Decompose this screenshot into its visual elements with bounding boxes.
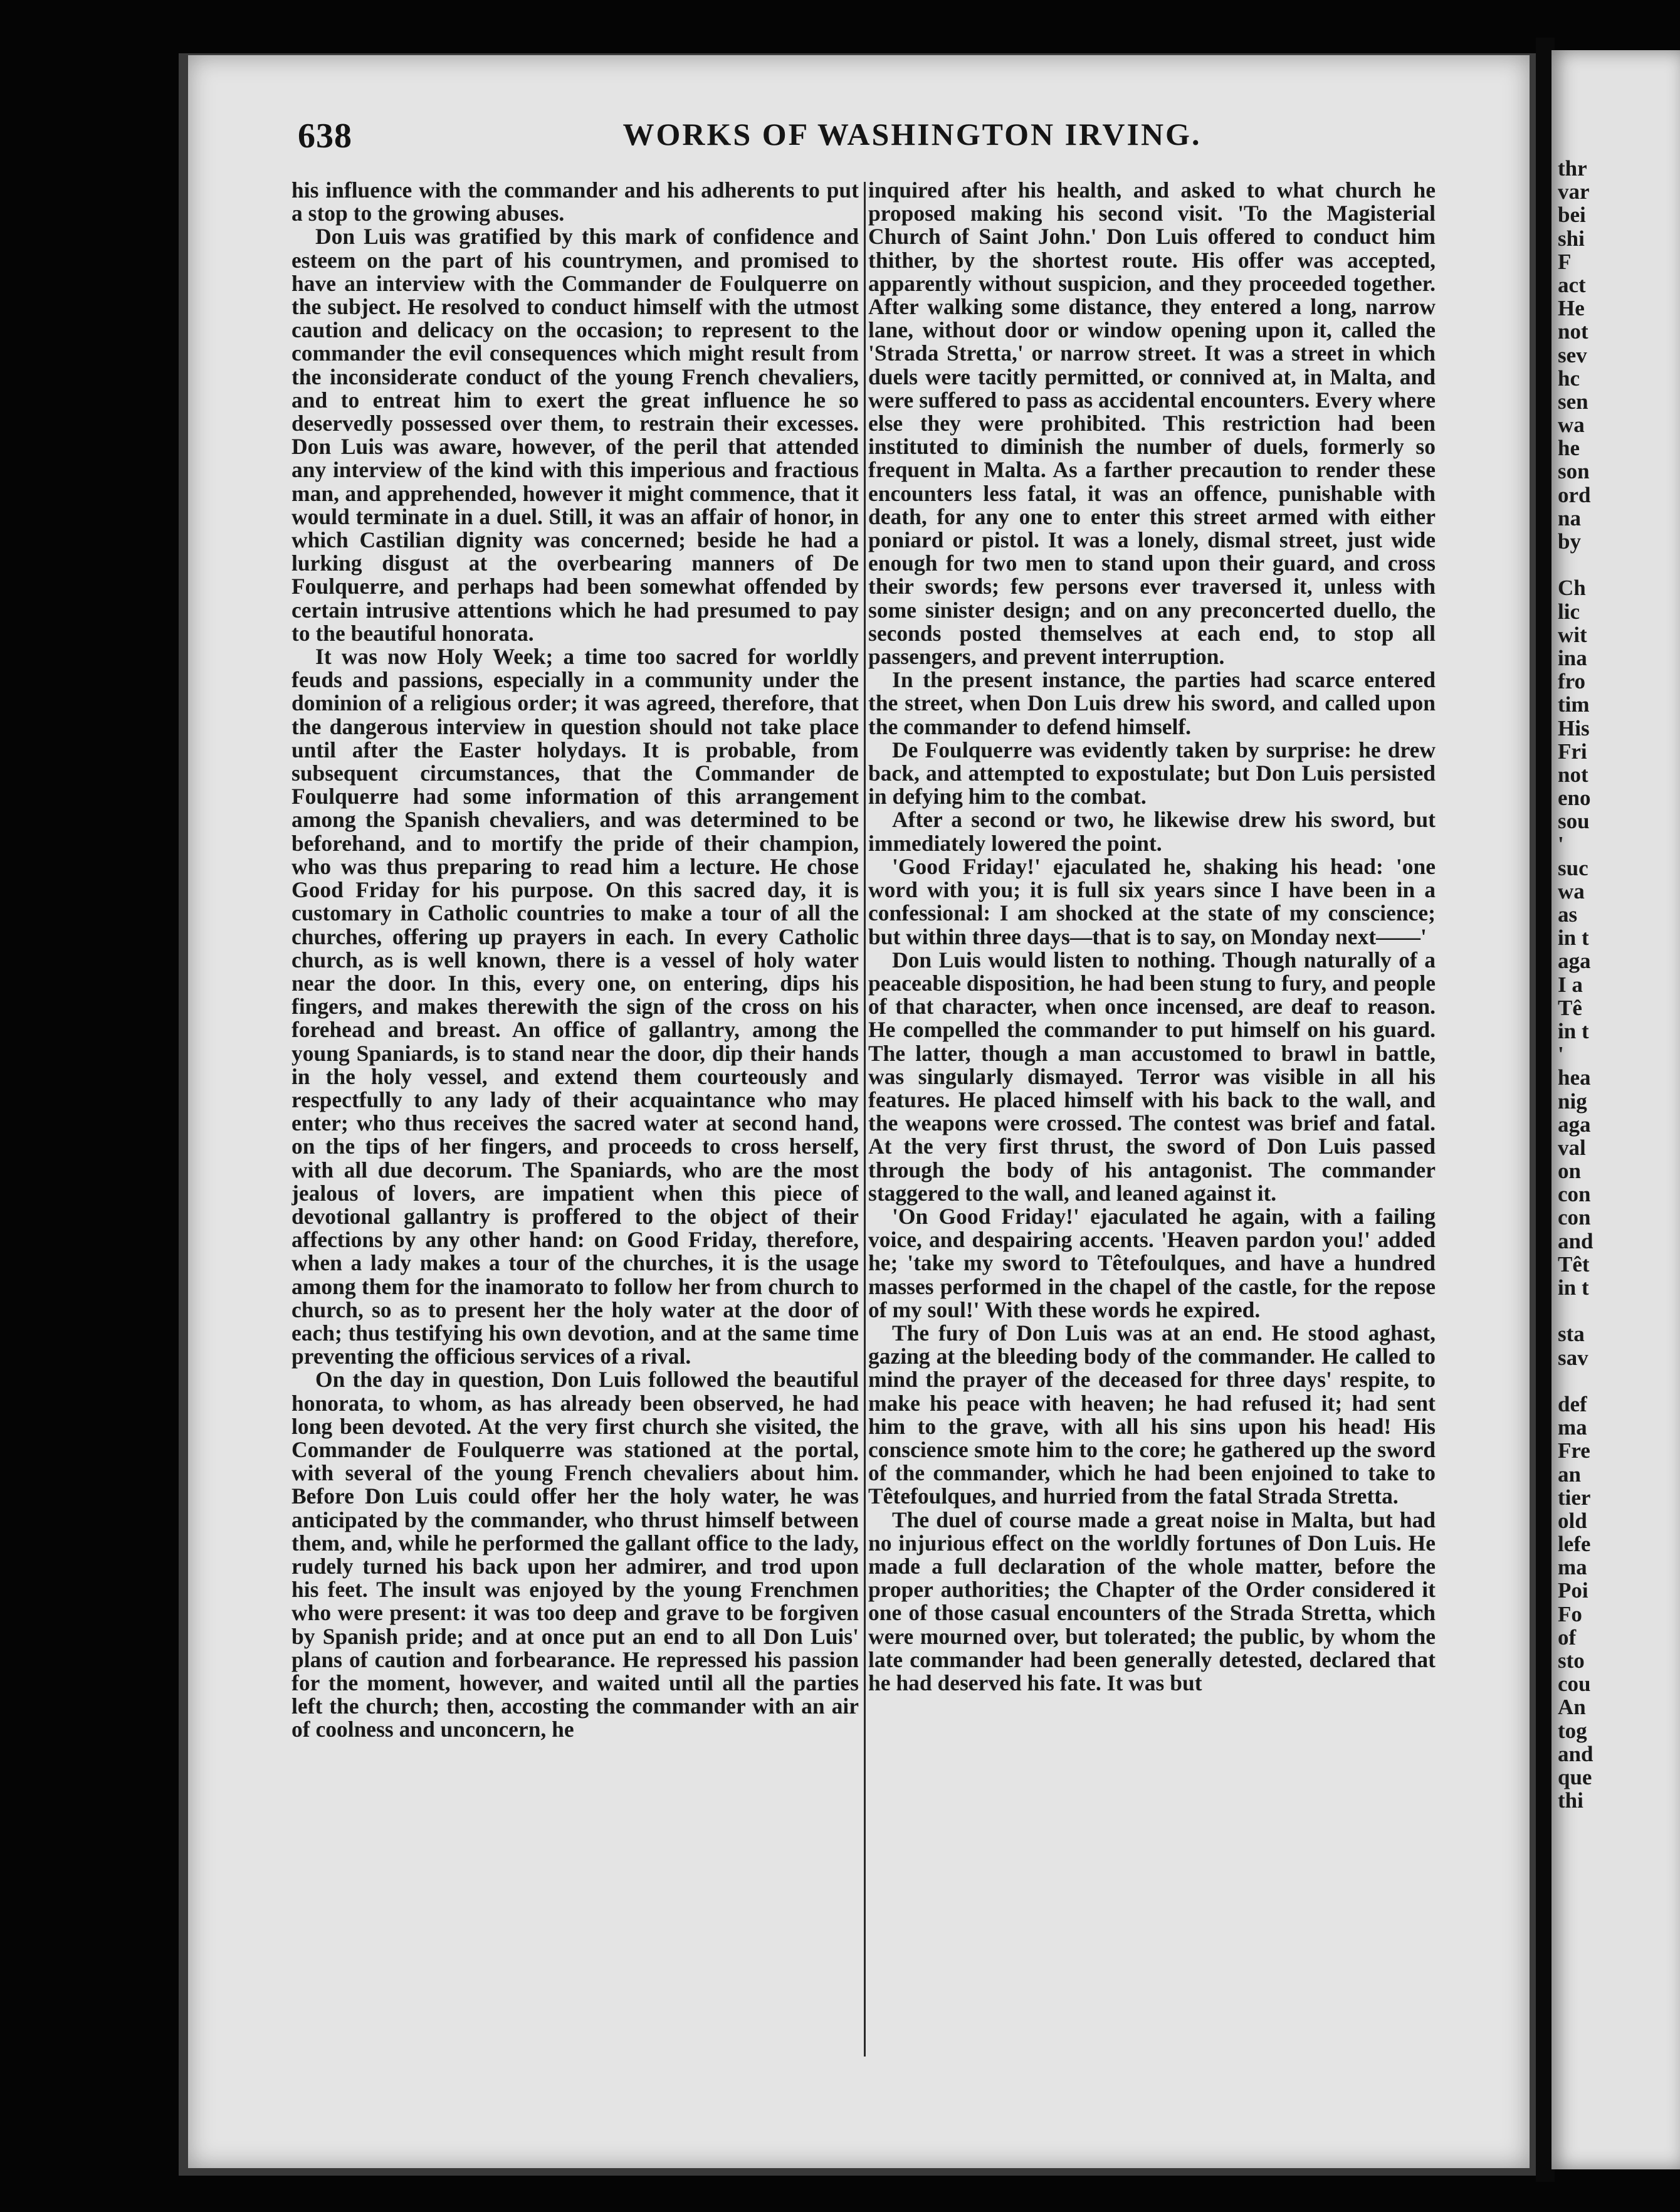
facing-line: var	[1558, 179, 1590, 204]
facing-line: wa	[1558, 413, 1585, 438]
facing-line: Têt	[1558, 1251, 1590, 1277]
facing-line: tog	[1558, 1718, 1587, 1743]
facing-line: ma	[1558, 1415, 1587, 1440]
facing-line: ina	[1558, 645, 1587, 670]
facing-line: an	[1558, 1462, 1581, 1487]
paragraph: Don Luis was gratified by this mark of confidence and esteem on the part of his countrymen, and promised to have an interview with the Commander de Foulquerre on the subject. He resolved to conduct himself with the utmost caution and delicacy on the occasion; to represent to the commander the evil consequences which might result from the inconsiderate conduct of the young French chevaliers, and to entreat him to exert the great influence he so deservedly possessed over them, to restrain their excesses. Don Luis was aware, however, of the peril that attended any interview of the kind with this imperious and fractious man, and apprehended, however it might commence, that it would terminate in a duel. Still, it was an affair of honor, in which Castilian dignity was concerned; beside he had a lurking disgust at the overbearing manners of De Foulquerre, and perhaps had been somewhat offended by certain intrusive attentions which he had presumed to pay to the beautiful honorata.	[291, 224, 859, 646]
paragraph: The duel of course made a great noise in Malta, but had no injurious effect on the worldly fortunes of Don Luis. He made a full declaration of the whole matter, before the proper authorities; the Chapter of the Order considered it one of those casual encounters of the Strada Stretta, which were mourned over, but tolerated; the public, by whom the late commander had been generally detested, declared that he had deserved his fate. It was but	[868, 1507, 1436, 1695]
facing-line: fro	[1558, 669, 1586, 694]
page-header	[298, 116, 1451, 172]
facing-line: old	[1558, 1508, 1587, 1533]
facing-line: sou	[1558, 809, 1590, 834]
facing-line	[1558, 1369, 1680, 1393]
facing-line: def	[1558, 1391, 1587, 1416]
facing-line: Fo	[1558, 1601, 1582, 1626]
facing-line: wa	[1558, 878, 1585, 903]
facing-line: bei	[1558, 203, 1586, 228]
facing-line: sta	[1558, 1322, 1585, 1347]
facing-line: An	[1558, 1695, 1586, 1720]
facing-line: act	[1558, 272, 1586, 297]
facing-line: nig	[1558, 1088, 1587, 1114]
facing-line: and	[1558, 1741, 1593, 1766]
running-head: WORKS OF WASHINGTON IRVING.	[622, 117, 1202, 152]
paragraph: The fury of Don Luis was at an end. He stood aghast, gazing at the bleeding body of the commander. He called to mind the prayer of the deceased for three days' respite, to make his peace with heaven; he had refused it; had sent him to the grave, with all his sins upon his head! His conscience smote him to the core; he gathered up the sword of the commander, which he had been enjoined to take to Têtefoulques, and hurried from the fatal Strada Stretta.	[868, 1320, 1436, 1509]
paragraph: his influence with the commander and his adherents to put a stop to the growing abuses.	[291, 179, 859, 226]
paragraph: In the present instance, the parties had scarce entered the street, when Don Luis drew his sword, and called upon the commander to defend himself.	[868, 667, 1436, 739]
facing-line: '	[1558, 1042, 1564, 1067]
facing-line: val	[1558, 1135, 1586, 1160]
paragraph: 'On Good Friday!' ejaculated he again, with a failing voice, and despairing accents. 'Heaven pardon you!' added he; 'take my sword to Têtefoulques, and have a hundred masses performed in the chapel of the castle, for the repose of my soul!' With these words he expired.	[868, 1203, 1436, 1322]
paragraph: 'Good Friday!' ejaculated he, shaking his head: 'one word with you; it is full six years since I have been in a confessional: I am shocked at the state of my conscience; but within three days—that is to say, on Monday next——'	[868, 853, 1436, 949]
facing-line: of	[1558, 1625, 1577, 1650]
facing-page-text	[1558, 157, 1680, 1812]
facing-line: lefe	[1558, 1532, 1591, 1557]
right-column	[868, 179, 1436, 2085]
facing-line: Fre	[1558, 1438, 1590, 1463]
facing-line: Poi	[1558, 1578, 1588, 1603]
facing-line: Tê	[1558, 995, 1582, 1020]
facing-line: tier	[1558, 1485, 1591, 1510]
facing-line: not	[1558, 762, 1588, 787]
facing-line: in t	[1558, 925, 1589, 951]
facing-line: aga	[1558, 1112, 1591, 1137]
facing-line	[1558, 553, 1680, 576]
paragraph: It was now Holy Week; a time too sacred for worldly feuds and passions, especially in a community under the dominion of a religious order; it was agreed, therefore, that the dangerous interview in question should not take place until after the Easter holydays. It is probable, from subsequent circumstances, that the Commander de Foulquerre had some information of this arrangement among the Spanish chevaliers, and was determined to be beforehand, and to mortify the pride of their champion, who was thus preparing to read him a lecture. He chose Good Friday for his purpose. On this sacred day, it is customary in Catholic countries to make a tour of all the churches, offering up prayers in each. In every Catholic church, as is well known, there is a vessel of holy water near the door. In this, every one, on entering, dips his fingers, and makes therewith the sign of the cross on his forehead and breast. An office of gallantry, among the young Spaniards, is to stand near the door, dip their hands in the holy vessel, and extend them courteously and respectfully to any lady of their acquaintance who may enter; who thus receives the sacred water at second hand, on the tips of her fingers, and proceeds to cross herself, with all due decorum. The Spaniards, who are the most jealous of lovers, are impatient when this piece of devotional gallantry is proffered to the object of their affections by any other hand: on Good Friday, therefore, when a lady makes a tour of the churches, it is the usage among them for the inamorato to follow her from church to church, so as to present her the holy water at the door of each; thus testifying his own devotion, and at the same time preventing the officious services of a rival.	[291, 644, 859, 1369]
facing-line: lic	[1558, 599, 1580, 624]
facing-line: thr	[1558, 156, 1587, 181]
facing-line: and	[1558, 1228, 1593, 1253]
facing-line: na	[1558, 505, 1581, 530]
facing-line: sto	[1558, 1648, 1585, 1673]
facing-line: cou	[1558, 1672, 1591, 1697]
facing-line: suc	[1558, 855, 1588, 880]
facing-line: ma	[1558, 1555, 1587, 1580]
facing-line: Fri	[1558, 739, 1587, 764]
paragraph: De Foulquerre was evidently taken by surprise: he drew back, and attempted to expostulate; but Don Luis persisted in defying him to the combat.	[868, 737, 1436, 809]
facing-line: His	[1558, 715, 1590, 740]
facing-line: as	[1558, 902, 1578, 927]
facing-line: in t	[1558, 1018, 1589, 1043]
left-column	[291, 179, 859, 2085]
column-rule	[864, 182, 866, 2057]
paragraph: inquired after his health, and asked to what church he proposed making his second visit. 'To the Magisterial Church of Saint John.' Don Luis offered to conduct him thither, by the shortest route. His offer was accepted, apparently without suspicion, and they proceeded together. After walking some distance, they entered a long, narrow lane, without door or window opening upon it, called the 'Strada Stretta,' or narrow street. It was a street in which duels were tacitly permitted, or connived at, in Malta, and were suffered to pass as accidental encounters. Every where else they were prohibited. This restriction had been instituted to diminish the number of duels, formerly so frequent in Malta. As a farther precaution to render these encounters less fatal, it was an offence, punishable with death, for any one to enter this street armed with either poniard or pistol. It was a lonely, dismal street, just wide enough for two men to stand upon their guard, and cross their swords; few persons ever traversed it, unless with some sinister design; and on any preconcerted duello, the seconds posted themselves at each end, to stop all passengers, and prevent interruption.	[868, 179, 1436, 670]
facing-line: tim	[1558, 692, 1590, 717]
facing-line: con	[1558, 1182, 1591, 1207]
facing-line: wit	[1558, 622, 1587, 647]
facing-line: sav	[1558, 1345, 1588, 1370]
facing-line: Ch	[1558, 576, 1586, 601]
facing-line: I a	[1558, 972, 1583, 997]
facing-line: shi	[1558, 226, 1585, 251]
facing-line: aga	[1558, 949, 1591, 974]
facing-line: by	[1558, 529, 1581, 554]
facing-line: not	[1558, 319, 1588, 344]
facing-line: He	[1558, 296, 1585, 321]
facing-line: F	[1558, 249, 1572, 274]
facing-line: thi	[1558, 1788, 1583, 1813]
facing-line: sev	[1558, 342, 1587, 367]
facing-line: '	[1558, 832, 1564, 857]
paragraph: Don Luis would listen to nothing. Though naturally of a peaceable disposition, he had been stung to fury, and people of that character, when once incensed, are deaf to reason. He compelled the commander to put himself on his guard. The latter, though a man accustomed to brawl in battle, was singularly dismayed. Terror was visible in all his features. He placed himself with his back to the wall, and the weapons were crossed. The contest was brief and fatal. At the very first thrust, the sword of Don Luis passed through the body of his antagonist. The commander staggered to the wall, and leaned against it.	[868, 947, 1436, 1206]
facing-line: he	[1558, 436, 1580, 461]
facing-line: ord	[1558, 482, 1591, 507]
facing-line	[1558, 1299, 1680, 1322]
page-number: 638	[298, 117, 352, 155]
facing-line: hc	[1558, 366, 1580, 391]
facing-line: eno	[1558, 786, 1591, 811]
facing-line: in t	[1558, 1275, 1589, 1300]
facing-line: on	[1558, 1159, 1581, 1184]
facing-line: con	[1558, 1205, 1591, 1230]
paragraph: On the day in question, Don Luis followed the beautiful honorata, to whom, as has already been observed, he had long been devoted. At the very first church she visited, the Commander de Foulquerre was stationed at the portal, with several of the young French chevaliers about him. Before Don Luis could offer her the holy water, he was anticipated by the commander, who thrust himself between them, and, while he performed the gallant office to the lady, rudely turned his back upon her admirer, and trod upon his feet. The insult was enjoyed by the young Frenchmen who were present: it was too deep and grave to be forgiven by Spanish pride; and at once put an end to all Don Luis' plans of caution and forbearance. He repressed his passion for the moment, however, and waited until all the parties left the church; then, accosting the commander with an air of coolness and unconcern, he	[291, 1367, 859, 1742]
facing-line: que	[1558, 1764, 1592, 1789]
facing-page	[1551, 50, 1680, 2169]
facing-line: hea	[1558, 1065, 1591, 1090]
facing-line: son	[1558, 459, 1590, 484]
facing-line: sen	[1558, 389, 1588, 414]
paragraph: After a second or two, he likewise drew his sword, but immediately lowered the point.	[868, 807, 1436, 856]
